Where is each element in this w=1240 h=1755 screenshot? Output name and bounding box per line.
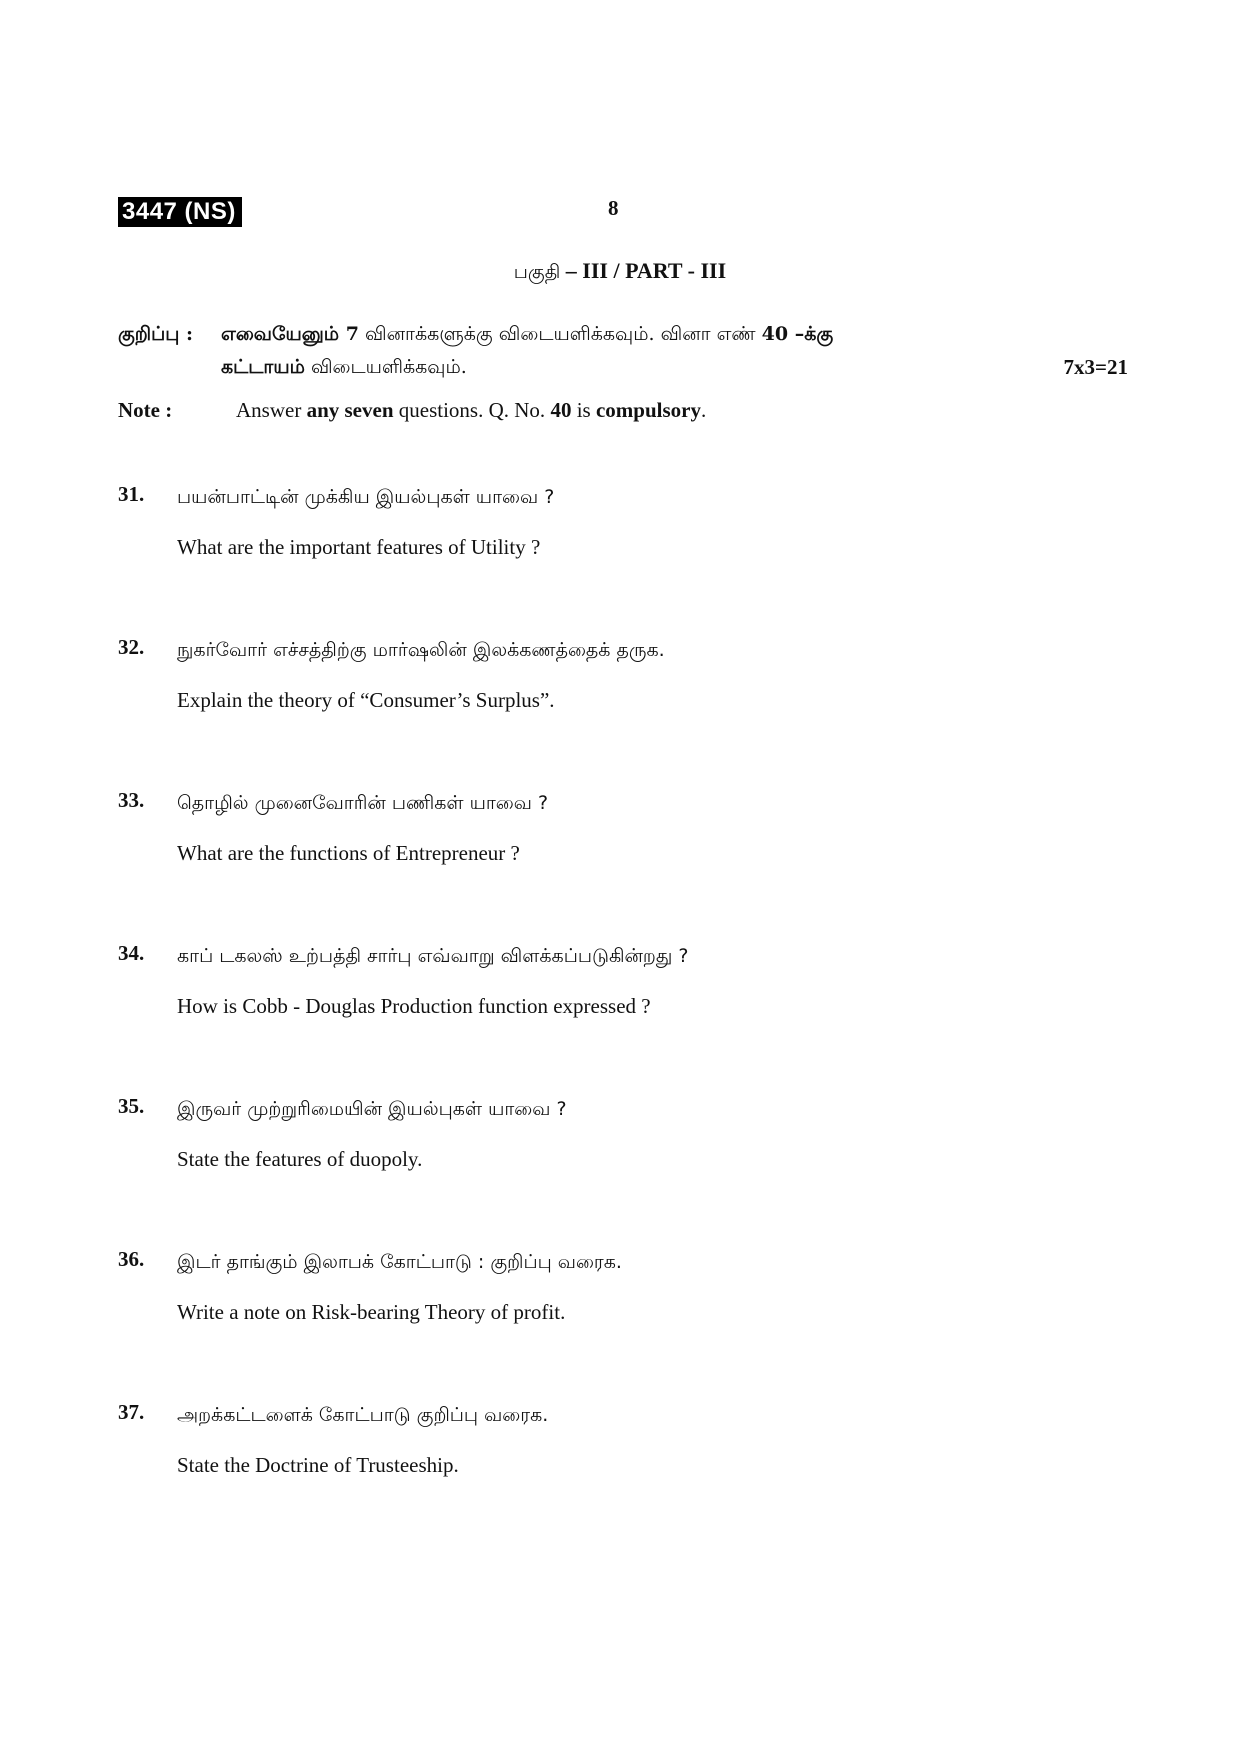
question-31 — [118, 482, 1118, 562]
note-tamil-text1: வினாக்களுக்கு விடையளிக்கவும். வினா எண் — [358, 323, 762, 345]
question-35 — [118, 1094, 1118, 1174]
note-english-t4: . — [700, 398, 707, 422]
marks-scheme: 7x3=21 — [1063, 355, 1128, 379]
note-english — [118, 398, 706, 423]
question-tamil: பயன்பாட்டின் முக்கிய இயல்புகள் யாவை ? — [177, 486, 555, 508]
part-title-tamil: பகுதி — [513, 261, 561, 283]
note-english-b3: compulsory — [595, 398, 701, 422]
question-tamil: இடர் தாங்கும் இலாபக் கோட்பாடு : குறிப்பு வரைக. — [177, 1251, 622, 1273]
question-english: Explain the theory of “Consumer’s Surplus”. — [177, 688, 555, 712]
note-tamil-label: குறிப்பு : — [118, 323, 194, 345]
note-english-t3: is — [571, 398, 596, 422]
note-tamil — [118, 318, 1128, 384]
question-number: 37. — [118, 1400, 145, 1424]
question-32 — [118, 635, 1118, 715]
question-number: 34. — [118, 941, 145, 965]
question-number: 36. — [118, 1247, 145, 1271]
question-english: What are the functions of Entrepreneur ? — [177, 841, 520, 865]
part-title-english: – III / PART - III — [560, 258, 727, 283]
question-tamil: அறக்கட்டளைக் கோட்பாடு குறிப்பு வரைக. — [177, 1404, 549, 1426]
question-english: State the Doctrine of Trusteeship. — [177, 1453, 459, 1477]
question-english: What are the important features of Utility ? — [177, 535, 541, 559]
page-number: 8 — [608, 196, 619, 220]
note-english-b1: any seven — [306, 398, 394, 422]
question-tamil: இருவர் முற்றுரிமையின் இயல்புகள் யாவை ? — [177, 1098, 567, 1120]
question-tamil: காப் டகலஸ் உற்பத்தி சார்பு எவ்வாறு விளக்கப்படுகின்றது ? — [177, 945, 689, 967]
question-english: How is Cobb - Douglas Production function expressed ? — [177, 994, 651, 1018]
paper-code-badge: 3447 (NS) — [118, 197, 242, 227]
question-37 — [118, 1400, 1118, 1480]
question-tamil: நுகர்வோர் எச்சத்திற்கு மார்ஷலின் இலக்கணத்தைக் தருக. — [177, 639, 665, 661]
question-number: 31. — [118, 482, 145, 506]
note-english-b2: 40 — [550, 398, 572, 422]
question-number: 35. — [118, 1094, 145, 1118]
question-33 — [118, 788, 1118, 868]
question-tamil: தொழில் முனைவோரின் பணிகள் யாவை ? — [177, 792, 549, 814]
note-tamil-text2: விடையளிக்கவும். — [304, 356, 467, 378]
question-english: State the features of duopoly. — [177, 1147, 423, 1171]
note-tamil-body — [221, 318, 1128, 384]
question-34 — [118, 941, 1118, 1021]
question-36 — [118, 1247, 1118, 1327]
question-number: 33. — [118, 788, 145, 812]
note-english-t1: Answer — [236, 398, 307, 422]
note-english-label: Note : — [118, 398, 173, 422]
part-title — [0, 258, 1240, 286]
question-number: 32. — [118, 635, 145, 659]
question-english: Write a note on Risk-bearing Theory of profit. — [177, 1300, 566, 1324]
note-english-t2: questions. Q. No. — [393, 398, 551, 422]
note-tamil-bold-any: எவையேனும் 7 — [221, 323, 359, 345]
note-tamil-bold-compulsory: கட்டாயம் — [221, 356, 305, 378]
note-tamil-bold-qno: 40 –க்கு — [761, 323, 834, 345]
